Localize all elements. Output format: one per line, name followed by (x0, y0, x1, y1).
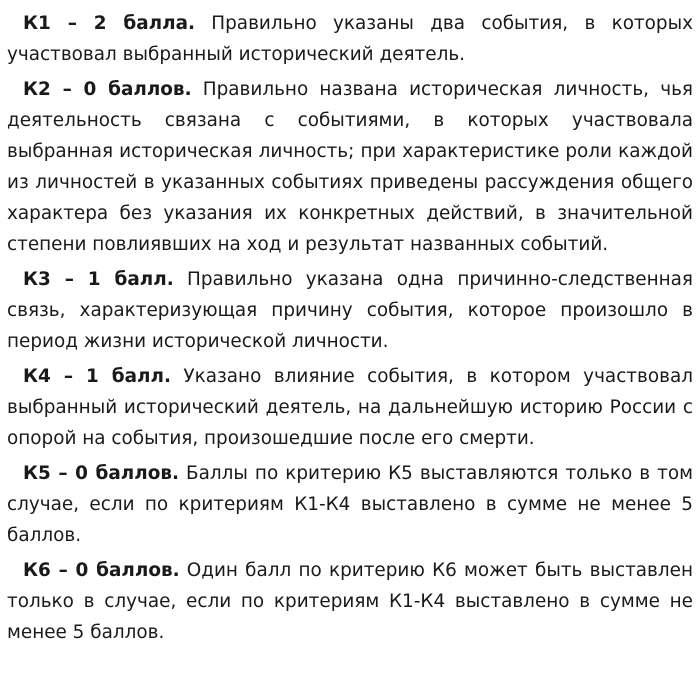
criterion-k3-paragraph (7, 264, 693, 357)
criterion-k6-score: К6 – 0 баллов. (23, 560, 180, 581)
criterion-k4-text: Указано влияние события, в котором участвовал выбранный исторический деятель, на дальнейшую историю России с опорой на события, произошедшие после его смерти. (7, 366, 693, 449)
criterion-k2-paragraph (7, 74, 693, 260)
criterion-k4-paragraph (7, 361, 693, 454)
criterion-k5-text: Баллы по критерию К5 выставляются только в том случае, если по критериям К1-К4 выставлено в сумме не менее 5 баллов. (7, 463, 693, 546)
criterion-k1-text: Правильно указаны два события, в которых участвовал выбранный исторический деятель. (7, 13, 693, 65)
criterion-k4-score: К4 – 1 балл. (23, 366, 171, 387)
criterion-k2-text: Правильно названа историческая личность, чья деятельность связана с событиями, в которых участвовала выбранная историческая личность; при характеристике роли каждой из личностей в указанных событиях приведены рассуждения общего характера без указания их конкретных действий, в значительной степени повлиявших на ход и результат названных событий. (7, 79, 693, 255)
criterion-k6-text: Один балл по критерию К6 может быть выставлен только в случае, если по критериям К1-К4 выставлено в сумме не менее 5 баллов. (7, 560, 693, 643)
criterion-k6-paragraph (7, 555, 693, 648)
criterion-k5-score: К5 – 0 баллов. (23, 463, 179, 484)
criterion-k1-paragraph (7, 8, 693, 70)
criterion-k2-score: К2 – 0 баллов. (23, 79, 192, 100)
criterion-k5-paragraph (7, 458, 693, 551)
criterion-k1-score: К1 – 2 балла. (23, 13, 195, 34)
criterion-k3-score: К3 – 1 балл. (23, 269, 174, 290)
criterion-k3-text: Правильно указана одна причинно-следственная связь, характеризующая причину события, которое произошло в период жизни исторической личности. (7, 269, 693, 352)
